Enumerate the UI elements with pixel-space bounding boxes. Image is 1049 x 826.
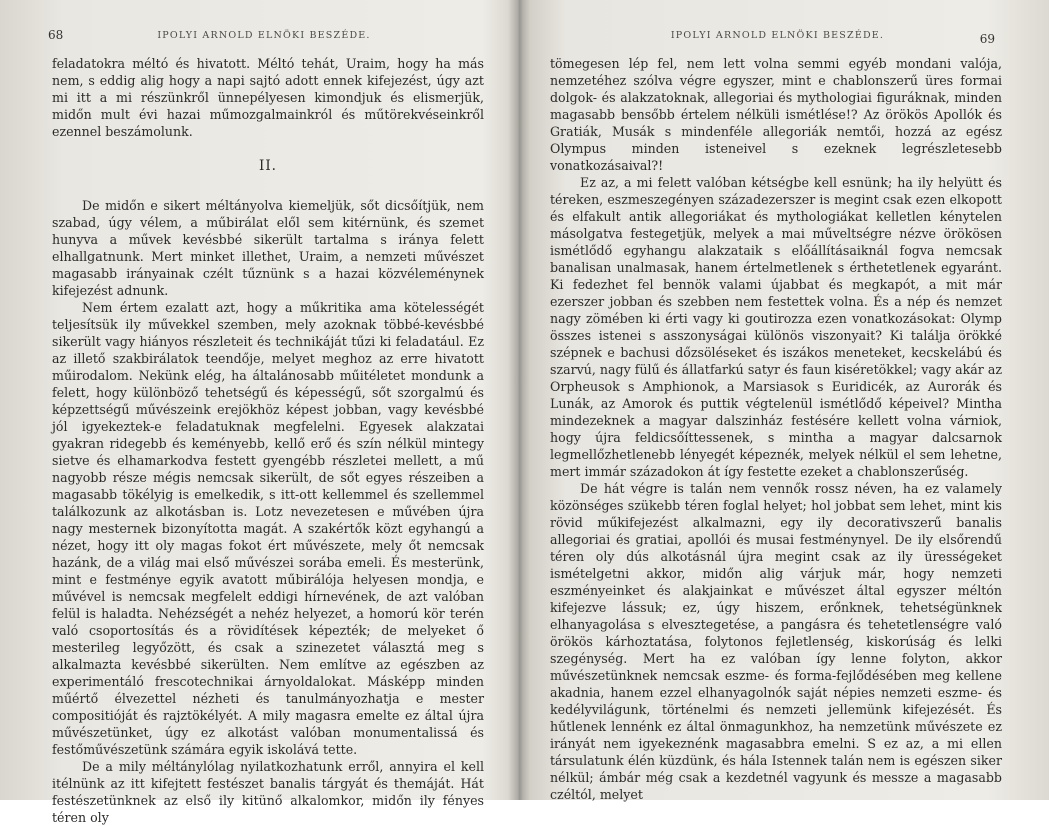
- page-body: [52, 55, 484, 826]
- paragraph: De midőn e sikert méltányolva kiemeljük, sőt dicsőítjük, nem szabad, úgy vélem, a műbirálat elől sem kitérnünk, és szemet hunyva a művek kevésbbé sikerült tartalma s iránya felett elhallgatnunk. Mert minket illethet, Uraim, a nemzeti művészet magasabb irányainak czélt tűznünk s a hazai közvéleménynek kifejezést adnunk.: [52, 198, 484, 298]
- right-page: [530, 0, 1049, 800]
- paragraph: De a mily méltánylólag nyilatkozhatunk erről, annyira el kell itélnünk az itt kifejtett festészet banalis tárgyát és themáját. Hát festészetünknek az első ily kitünő alkalomkor, midőn ily fényes téren oly: [52, 759, 484, 825]
- left-page: [0, 0, 508, 825]
- running-header: [48, 30, 480, 46]
- section-number: II.: [259, 158, 277, 174]
- paragraph: Nem értem ezalatt azt, hogy a műkritika ama kötelességét teljesítsük ily művekkel szemben, mely azoknak többé-kevésbbé sikerült vagy hiányos részleteit és technikáját tűzi ki feladatául. Ez az illető szakbirálatok teendője, melyet meghoz az erre hivatott műirodalom. Nekünk elég, ha általánosabb műitéletet mondunk a felett, hogy különböző tehetségű és képességű, sőt szorgalmú és képzettségű művészeink erejökhöz képest jobban, vagy kevésbbé jól igyekeztek-e feladatuknak megfelelni. Egyesek alakzatai gyakran ridegebb és keményebb, kellő erő és szín nélkül mintegy sietve és elhamarkodva festett gyengébb részletei mellett, a mű nagyobb része mégis nemcsak sikerült, de sőt egyes részeiben a magasabb tökélyig is emelkedik, s itt-ott kellemmel és szellemmel találkozunk az alkotásban is. Lotz nevezetesen e művében újra nagy mesternek bizonyította magát. A szakértők közt egyhangú a nézet, hogy itt oly magas fokot ért művészete, mely őt nemcsak hazánk, de a világ mai első művészei sorába emeli. És mesterünk, mint e festménye egyik avatott műbirálója helyesen mondja, e művével is nemcsak megfelelt eddigi hírnevének, de azt valóban felül is haladta. Nehézségét a nehéz helyezet, a homorú kör terén való csoportosítás és a rövidítések képezték; de melyeket ő mesterileg legyőzött, és csak a szinezetet választá meg s alkalmazta kevésbbé sikerülten. Nem említve az egészben az experimentáló frescotechnikai árnyoldalokat. Másképp minden műértő élvezettel nézheti és tanulmányozhatja e mester compositióját és rajztökélyét. A mily magasra emelte ez által újra művészetünket, úgy ez alkotást valóban monumentalissá és festőművészetünk számára egyik iskolává tette.: [52, 300, 484, 757]
- page-number: 68: [48, 28, 64, 42]
- page-body: [550, 55, 1002, 803]
- paragraph: feladatokra méltó és hivatott. Méltó tehát, Uraim, hogy ha más nem, s eddig alig hogy a napi sajtó adott ennek kifejezést, úgy azt mi itt a mi részünkről ünnepélyesen kimondjuk és elismerjük, midőn mult évi hazai műmozgalmainkról és műtörekvéseinkről ezennel beszámolunk.: [52, 56, 484, 139]
- running-head-title: IPOLYI ARNOLD ELNÖKI BESZÉDE.: [157, 30, 371, 41]
- running-header: [560, 30, 995, 46]
- paragraph: De hát végre is talán nem vennők rossz néven, ha ez valamely közönséges szükebb téren foglal helyet; hol jobbat sem lehet, mint kis rövid műkifejezést alkalmazni, egy ily decorativszerű banalis allegoriai és gratiai, apollói és musai festménynyel. De ily elsőrendű téren oly dús alkotásnál újra megint csak az ily ürességeket ismételgetni akkor, midőn alig várjuk már, hogy nemzeti eszményeinket és alakjainkat e művészet által egyszer méltón kifejezve lássuk; ez, úgy hiszem, erőnknek, tehetségünknek elhanyagolása s elvesztegetése, a pangásra és tehetetlenségre való örökös kárhoztatása, folytonos fejletlenség, kiskorúság és lelki szegénység. Mert ha ez valóban így lenne folyton, akkor művészetünknek nemcsak eszme- és forma-fejlődésében meg kellene akadnia, hanem ezzel elhanyagolnók saját népies nemzeti eszme- és kedélyvilágunk, történelmi és nemzeti jellemünk kifejezését. És hűtlenek lennénk ez által önmagunkhoz, ha nemzetünk művészete ez irányát nem igyekeznénk magasabbra emelni. S ez az, a mi ellen társulatunk élén küzdünk, és hála Istennek talán nem is egészen siker nélkül; ámbár még csak a kezdetnél vagyunk és messze a magasabb czéltól, melyet: [550, 481, 1002, 802]
- book-gutter: [508, 0, 530, 800]
- paragraph: tömegesen lép fel, nem lett volna semmi egyéb mondani valója, nemzetéhez szólva végre egyszer, mint e chablonszerű üres formai dolgok- és alakzatoknak, allegoriai és mythologiai figuráknak, minden magasabb bensőbb értelem nélküli ismétlése!? Az örökös Apollók és Gratiák, Musák s mindenféle allegoriák nemtői, hozzá az egész Olympus minden isteneivel s ezeknek legrészletesebb vonatkozásaival?!: [550, 56, 1002, 173]
- page-number: 69: [979, 32, 995, 46]
- paragraph: Ez az, a mi felett valóban kétségbe kell esnünk; ha ily helyütt és téreken, eszmeszegényen századezerszer is megint csak ezen elkopott és elfakult antik allegoriákat és mythologiákat kelletlen kénytelen másolgatva festegetjük, melyek a mai műveltségre nézve örökösen ismétlődő egyhangu alakzataik s előállításaiknál fogva nemcsak banalisan unalmasak, hanem értelmetlenek s érthetetlenek egyaránt. Ki fedezhet fel bennök valami újabbat és megkapót, a mit már ezerszer jobban és szebben nem festettek volna. És a nép és nemzet nagy zömében ki érti vagy ki goutirozza ezen vonatkozásokat: Olymp összes istenei s asszonyságai különös viszonyait? Ki találja örökké szépnek e bachusi dőzsöléseket és iszákos meneteket, kecskelábú és szarvú, nagy fülű és állatfarkú satyr és faun kiséretökkel; vagy akár az Orpheusok s Amphionok, a Marsiasok s Euridicék, az Aurorák és Lunák, az Amorok és puttik végtelenül ismétlődő képeivel? Mintha mindezeknek a magyar dalszinház festésére kellett volna várniok, hogy újra feldicsőíttessenek, s mintha a magyar dalcsarnok legmellőzhetlenebb lényegét képeznék, melyek nélkül el sem lehetne, mert immár századokon át így festette ezeket a chablonszerűség.: [550, 175, 1002, 479]
- running-head-title: IPOLYI ARNOLD ELNÖKI BESZÉDE.: [670, 30, 885, 41]
